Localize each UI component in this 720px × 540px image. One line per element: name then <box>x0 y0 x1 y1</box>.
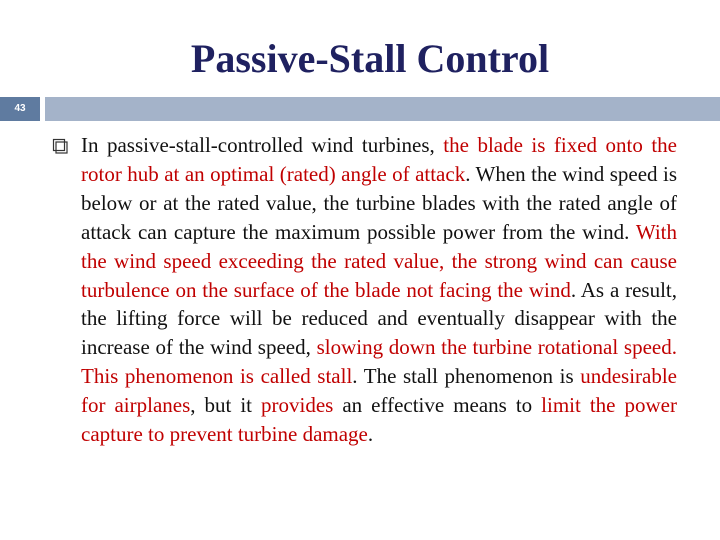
highlighted-text-segment: undesirable for airplanes <box>81 364 677 418</box>
highlighted-text-segment: slowing down the turbine rotational speed. This phenomenon is called stall <box>81 335 677 389</box>
text-segment: . <box>367 422 374 447</box>
header-divider-bar <box>45 97 720 121</box>
slide-title: Passive-Stall Control <box>190 36 550 81</box>
text-segment: , but it <box>190 393 262 418</box>
highlighted-text-segment: the blade is fixed onto the rotor hub at an optimal (rated) angle of attack <box>81 133 678 186</box>
text-segment: In passive-stall-controlled wind turbines, <box>81 133 444 157</box>
text-segment: . When the wind speed is below or at the rated value, the turbine blades with the rated angle of attack can capture the maximum possible power from the wind. <box>81 161 677 244</box>
highlighted-text-segment: limit the power capture to prevent turbine damage <box>81 393 677 447</box>
text-segment: . As a result, the lifting force will be reduced and eventually disappear with the increase of the wind speed, <box>81 277 678 360</box>
hollow-square-bullet-icon <box>52 138 68 154</box>
text-segment: . The stall phenomenon is <box>352 364 581 389</box>
bullet-paragraph <box>81 131 677 449</box>
highlighted-text-segment: With the wind speed exceeding the rated value, the strong wind can cause turbulence on the surface of the blade not facing the wind <box>81 219 677 302</box>
text-segment: an effective means to <box>333 393 542 418</box>
slide-number: 43 <box>14 103 26 114</box>
highlighted-text-segment: provides <box>261 393 334 418</box>
